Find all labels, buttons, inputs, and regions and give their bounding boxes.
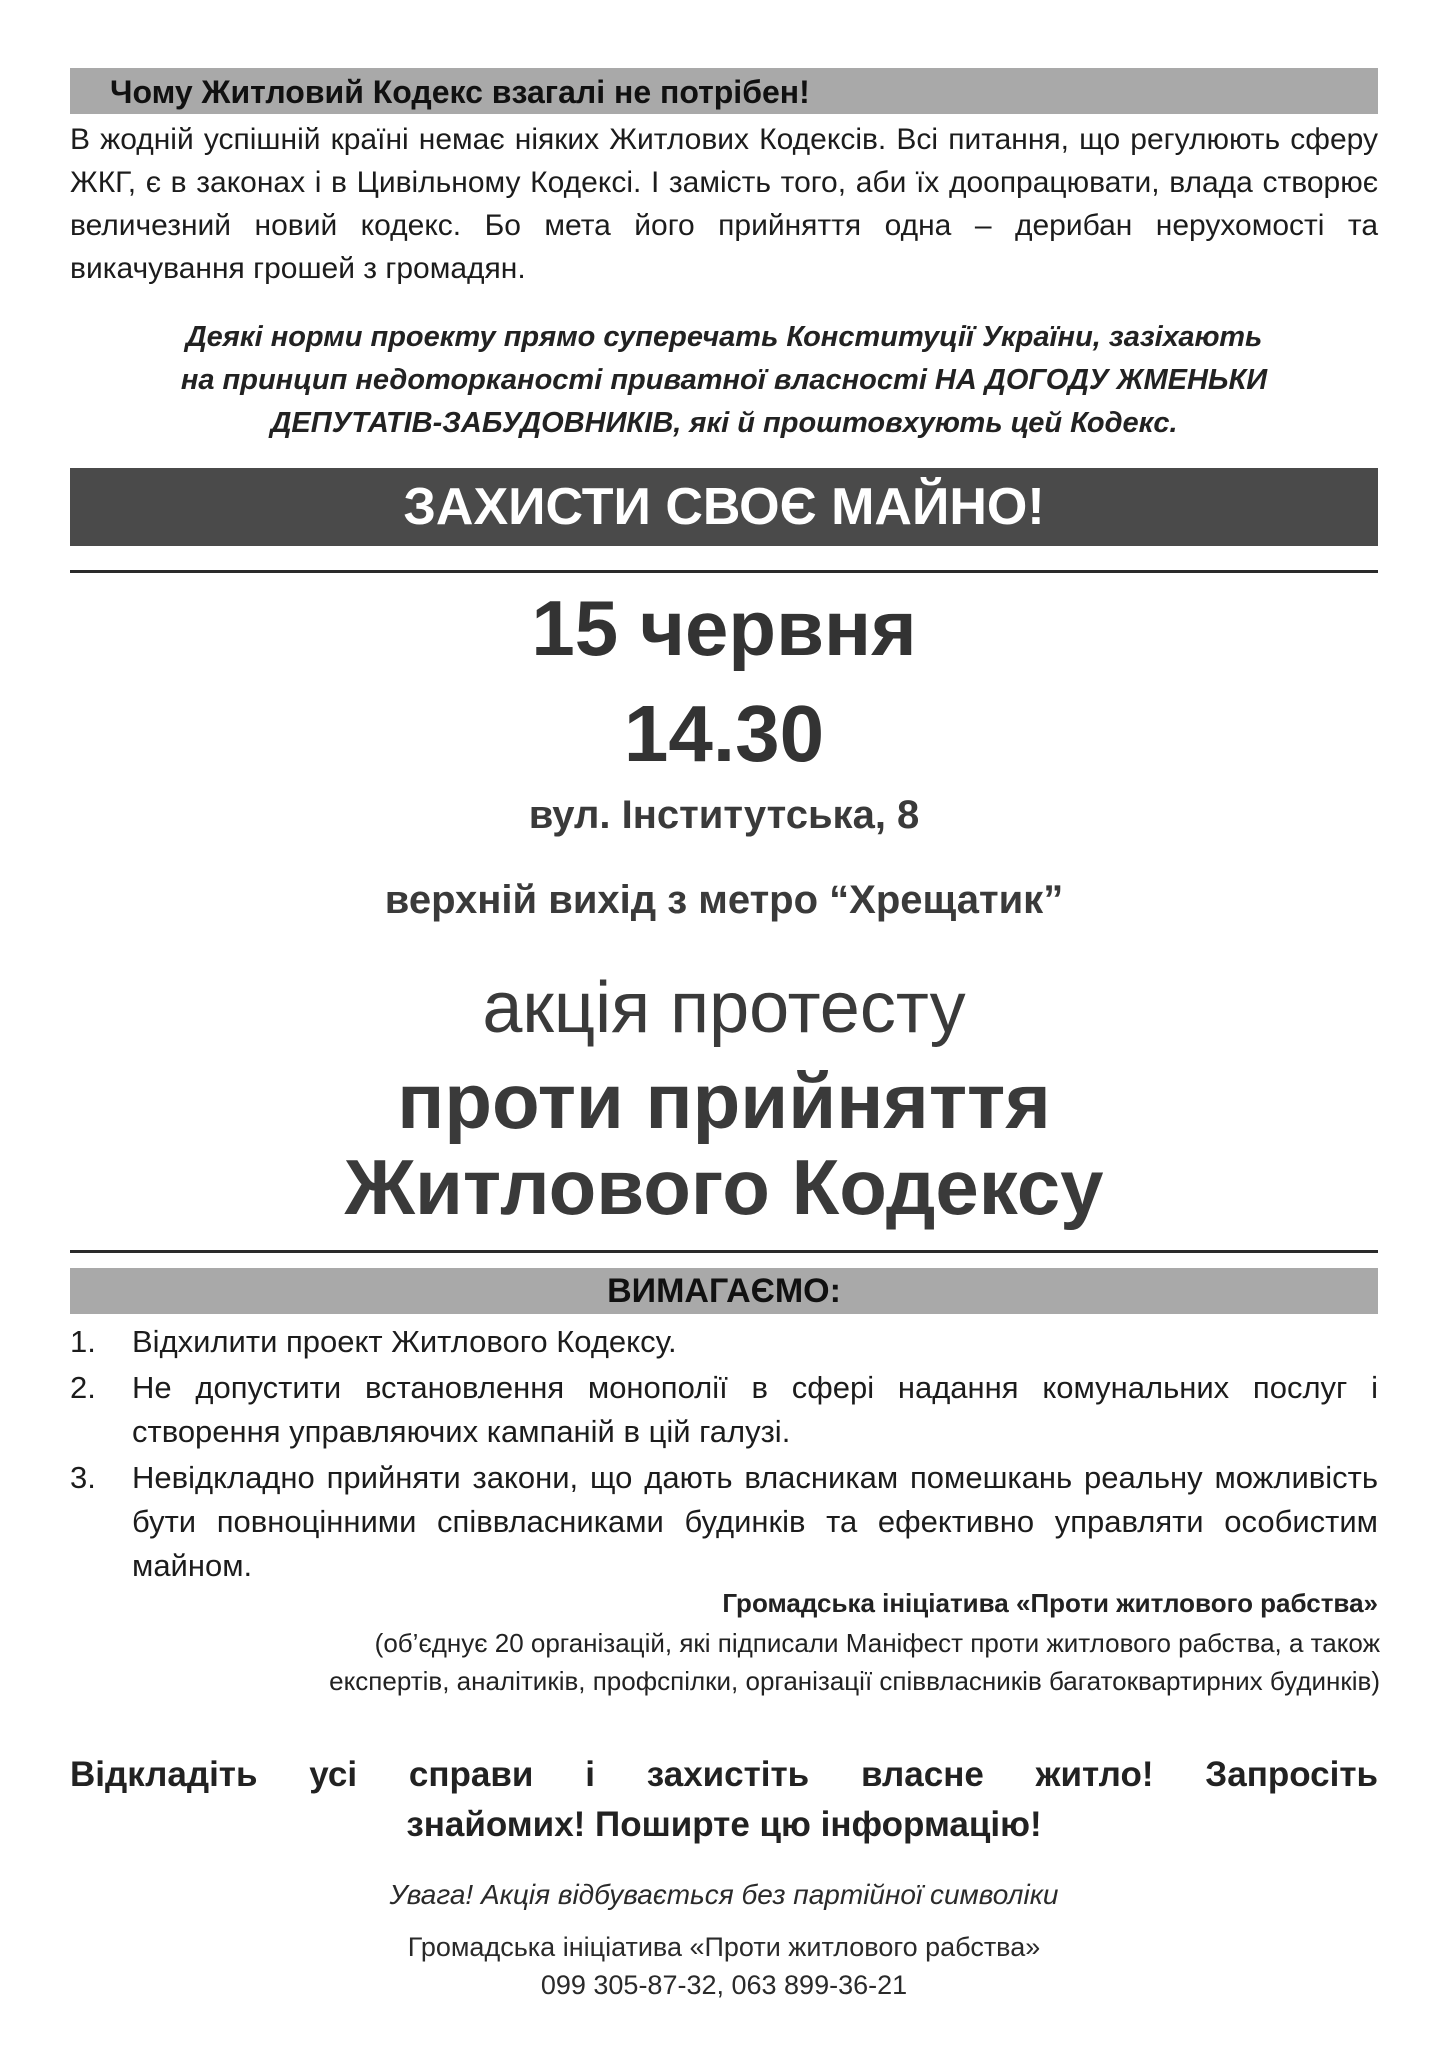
- protest-title: акція протесту: [482, 968, 966, 1048]
- event-metro-exit: верхній вихід з метро “Хрещатик”: [384, 878, 1064, 922]
- demand-text: Відхилити проект Житлового Кодексу.: [132, 1324, 677, 1359]
- event-address: вул. Інститутська, 8: [528, 793, 920, 837]
- signature-title: Громадська ініціатива «Проти житлового рабства»: [722, 1588, 1378, 1618]
- warning-line-2: на принцип недоторканості приватної власності НА ДОГОДУ ЖМЕНЬКИ: [180, 364, 1268, 396]
- demand-number: 1.: [70, 1324, 96, 1359]
- demand-number: 3.: [70, 1460, 96, 1495]
- call-line-2: знайомих! Поширте цю інформацію!: [406, 1805, 1042, 1844]
- demand-text: Не допустити встановлення монополії в сфері надання комунальних послуг і створення управляючих кампаній в цій галузі.: [132, 1370, 1378, 1449]
- footer-org: Громадська ініціатива «Проти житлового рабства»: [407, 1932, 1041, 1962]
- event-date: 15 червня: [531, 584, 917, 672]
- demands-title: ВИМАГАЄМО:: [607, 1272, 841, 1310]
- banner: ЗАХИСТИ СВОЄ МАЙНО!: [70, 468, 1378, 546]
- demand-number: 2.: [70, 1370, 96, 1405]
- intro-paragraph: В жодній успішній країні немає ніяких Житлових Кодексів. Всі питання, що регулюють сферу ЖКГ, є в законах і в Цивільному Кодексі. І замість того, аби їх доопрацювати, влада створює величезний новий кодекс. Бо мета його прийняття одна – дерибан нерухомості та викачування грошей з громадян.: [70, 123, 1378, 285]
- warning-line-3: ДЕПУТАТІВ-ЗАБУДОВНИКІВ, які й проштовхують цей Кодекс.: [270, 407, 1178, 439]
- no-party-symbols-notice: Увага! Акція відбувається без партійної символіки: [389, 1879, 1059, 1910]
- demand-text: Невідкладно прийняти закони, що дають власникам помешкань реальну можливість бути повноцінними співвласниками будинків та ефективно управляти особистим майном.: [132, 1460, 1378, 1583]
- signature-note-1: (об’єднує 20 організацій, які підписали Маніфест проти житлового рабства, а також: [374, 1628, 1380, 1658]
- warning-line-1: Деякі норми проекту прямо суперечать Конституції України, зазіхають: [185, 321, 1263, 353]
- demands-list: [70, 1320, 1378, 1590]
- divider-top: [70, 570, 1378, 573]
- header-title: Чому Житловий Кодекс взагалі не потрібен!: [110, 74, 810, 110]
- against-line-1: проти прийняття: [397, 1057, 1051, 1145]
- demand-item-3: [70, 1456, 1378, 1588]
- call-line-1: Відкладіть усі справи і захистіть власне житло! Запросіть: [70, 1755, 1378, 1794]
- footer-phones: 099 305-87-32, 063 899-36-21: [540, 1970, 908, 2000]
- signature-note-2: експертів, аналітиків, профспілки, організації співвласників багатоквартирних будинків): [329, 1666, 1380, 1696]
- demand-item-2: [70, 1366, 1378, 1454]
- event-time: 14.30: [623, 689, 825, 778]
- demand-item-1: [70, 1320, 1378, 1364]
- against-line-2: Житлового Кодексу: [344, 1143, 1104, 1231]
- divider-bottom: [70, 1250, 1378, 1253]
